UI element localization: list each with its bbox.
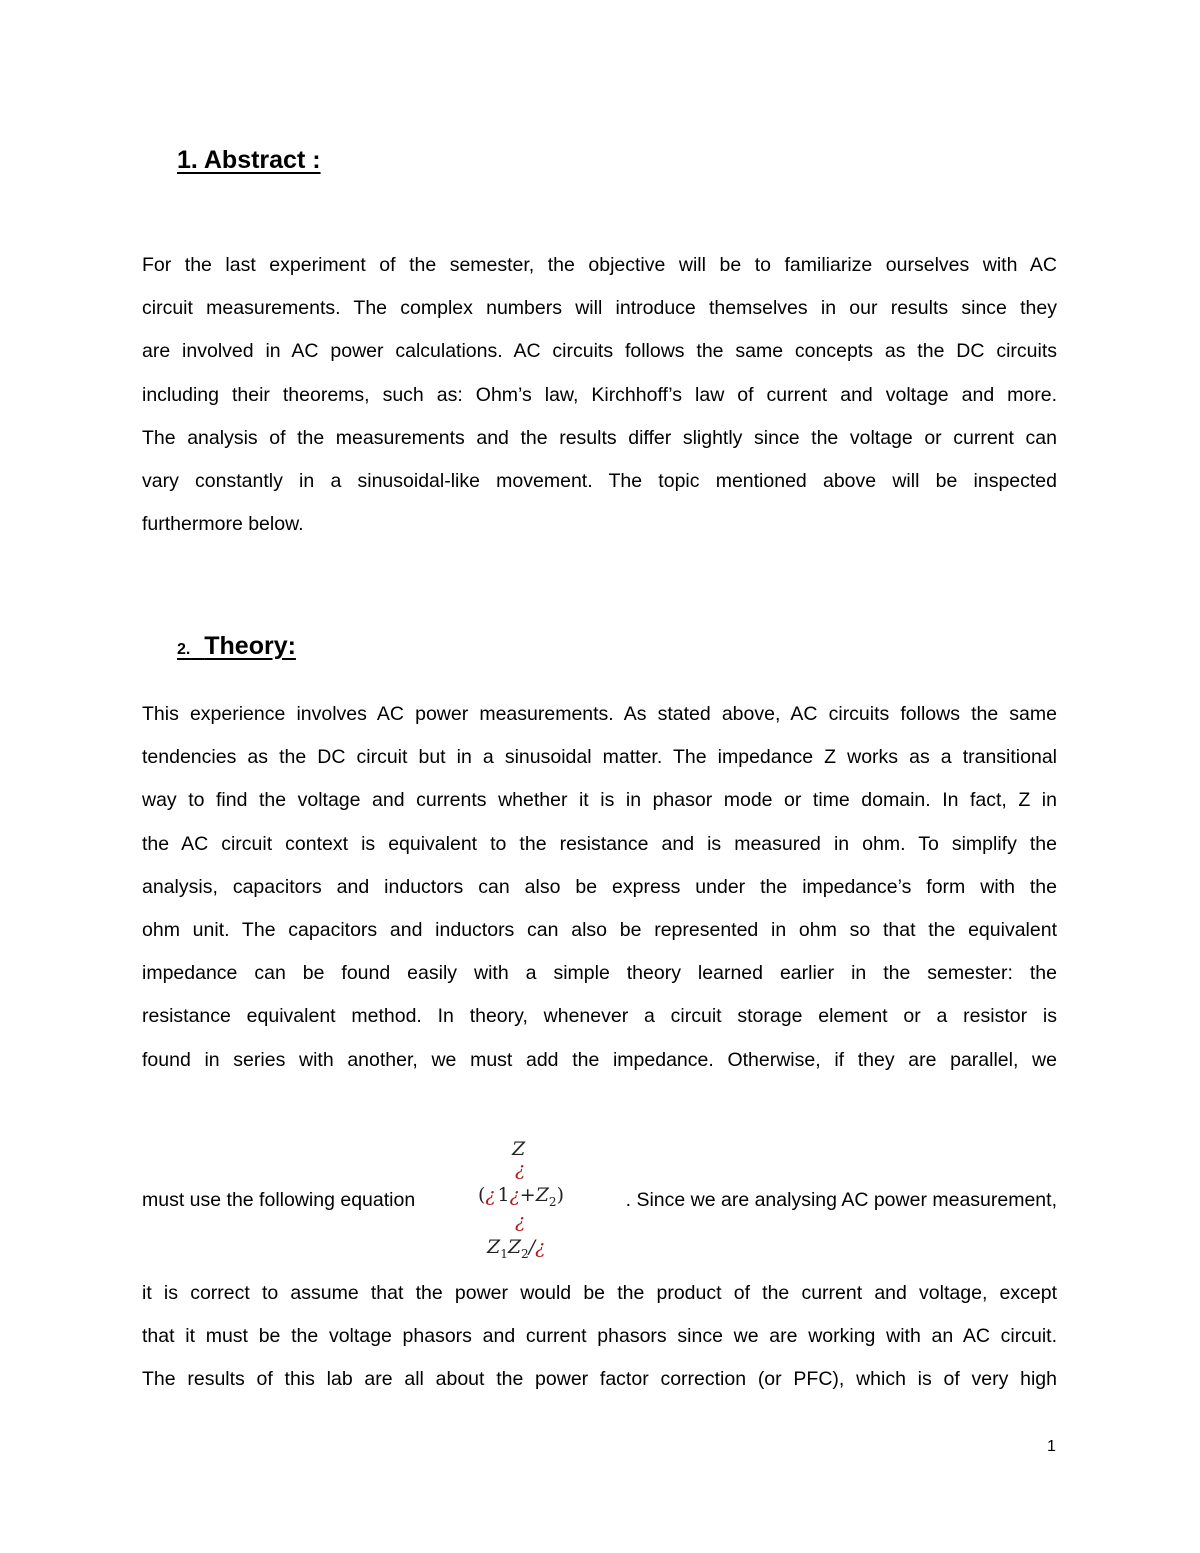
- abstract-line: For the last experiment of the semester, the objective will be to familiarize ourselves with AC: [142, 254, 1057, 276]
- theory-paragraph: [142, 693, 1057, 1082]
- theory-line: the AC circuit context is equivalent to the resistance and is measured in ohm. To simplify the: [142, 832, 1057, 855]
- theory-line: This experience involves AC power measurements. As stated above, AC circuits follows the same: [142, 703, 1057, 725]
- abstract-line: are involved in AC power calculations. AC circuits follows the same concepts as the DC circuits: [142, 340, 1057, 363]
- equation-top-z: Z: [512, 1138, 526, 1160]
- abstract-line: including their theorems, such as: Ohm’s law, Kirchhoff’s law of current and voltage and more.: [142, 383, 1057, 406]
- theory-line: that it must be the voltage phasors and current phasors since we are working with an AC circuit.: [142, 1325, 1057, 1348]
- equation-error-glyph: ¿: [515, 1210, 526, 1232]
- theory-line: impedance can be found easily with a simple theory learned earlier in the semester: the: [142, 962, 1057, 985]
- equation-error-glyph: ¿: [515, 1158, 526, 1180]
- equation-sentence-row: [142, 1180, 1057, 1220]
- theory-heading: [177, 632, 296, 661]
- abstract-line: furthermore below.: [142, 513, 304, 536]
- theory-line: analysis, capacitors and inductors can also be express under the impedance’s form with the: [142, 875, 1057, 898]
- abstract-line: vary constantly in a sinusoidal-like movement. The topic mentioned above will be inspected: [142, 470, 1057, 493]
- theory-line: tendencies as the DC circuit but in a sinusoidal matter. The impedance Z works as a transitional: [142, 746, 1057, 769]
- theory-paragraph-continued: [142, 1272, 1057, 1402]
- equation-bottom-row: $Z_1Z_2/¿$: [487, 1236, 546, 1261]
- theory-line: found in series with another, we must add the impedance. Otherwise, if they are parallel, we: [142, 1048, 1057, 1071]
- equation-middle-row: (¿ $1¿+Z_2$): [478, 1184, 564, 1209]
- equation-suffix-text: . Since we are analysing AC power measurement,: [625, 1189, 1057, 1211]
- theory-line: ohm unit. The capacitors and inductors can also be represented in ohm so that the equivalent: [142, 919, 1057, 942]
- abstract-line: The analysis of the measurements and the results differ slightly since the voltage or current can: [142, 426, 1057, 449]
- abstract-paragraph: [142, 244, 1057, 546]
- abstract-line: circuit measurements. The complex numbers will introduce themselves in our results since they: [142, 297, 1057, 320]
- theory-heading-number: 2.: [177, 641, 191, 658]
- theory-heading-text: Theory:: [204, 632, 296, 660]
- equation-prefix-text: must use the following equation: [142, 1189, 416, 1211]
- page-number: 1: [1047, 1438, 1056, 1455]
- abstract-heading: 1. Abstract :: [177, 146, 321, 174]
- theory-line: The results of this lab are all about the power factor correction (or PFC), which is of very high: [142, 1368, 1057, 1391]
- theory-line: way to find the voltage and currents whether it is in phasor mode or time domain. In fact, Z in: [142, 789, 1057, 812]
- theory-line: resistance equivalent method. In theory, whenever a circuit storage element or a resistor is: [142, 1005, 1057, 1028]
- theory-line: it is correct to assume that the power would be the product of the current and voltage, except: [142, 1282, 1057, 1304]
